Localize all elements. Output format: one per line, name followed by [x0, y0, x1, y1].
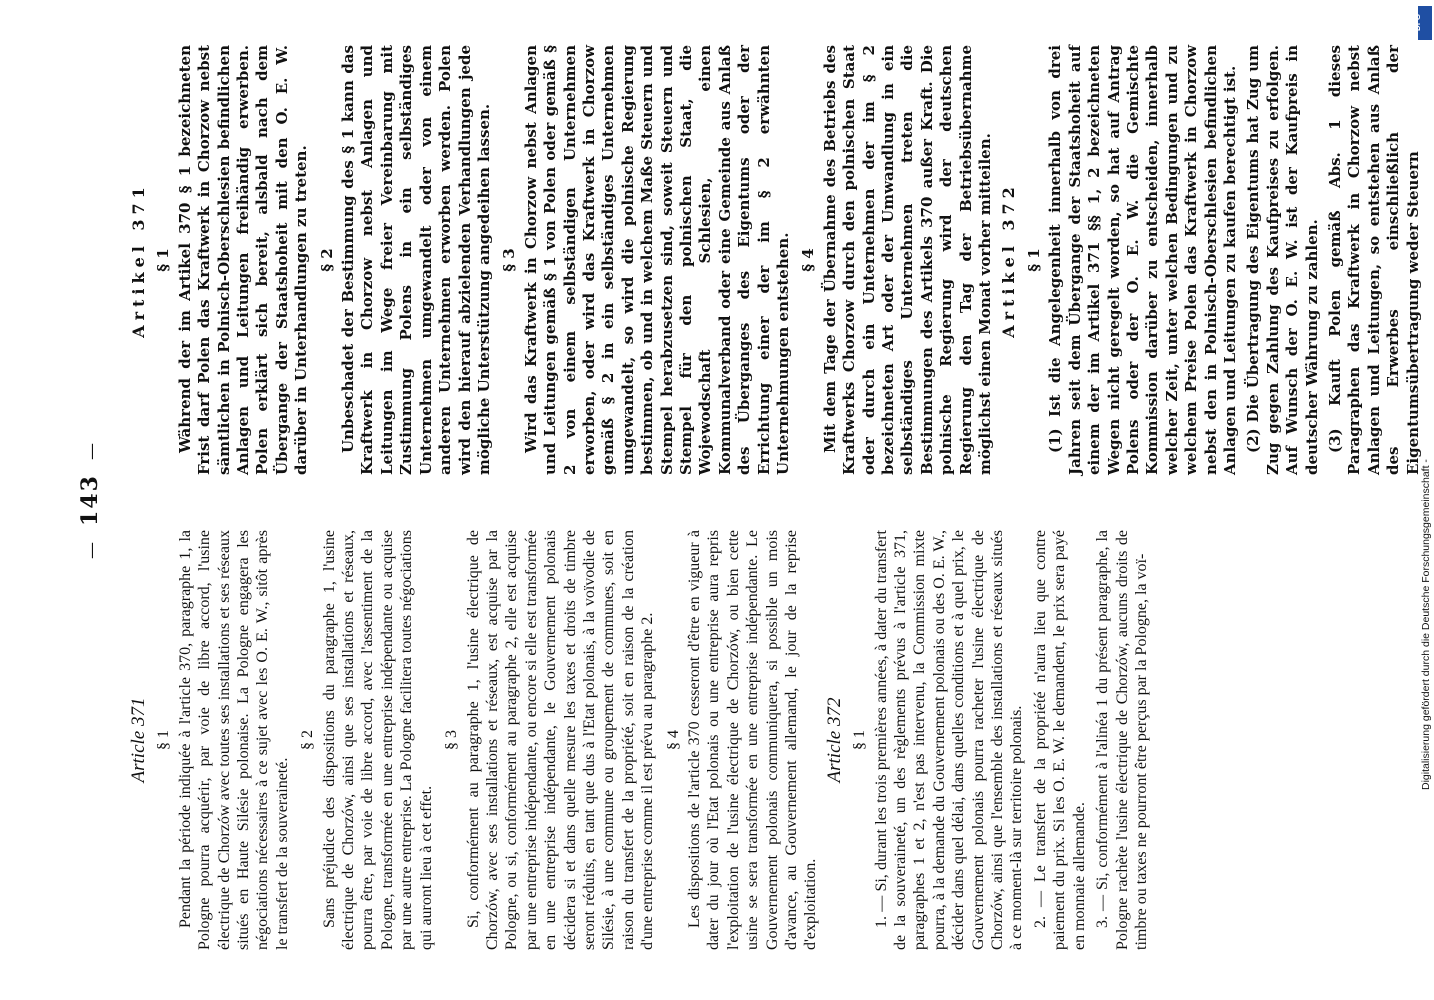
attribution-text: Digitalisierung gefördert durch die Deutsche Forschungsgemeinschaft -	[1420, 459, 1432, 790]
article-heading: Article 372	[823, 697, 845, 783]
paragraph: 3. — Si, conformément à l'alinéa 1 du présent paragraphe, la Pologne rachète l'usine électrique de Chorzów, aucuns droits de timbre ou taxes ne pourront être perçus par la Pologne, la voï-	[1094, 530, 1150, 950]
paragraph: Si, conformément au paragraphe 1, l'usine électrique de Chorzów, avec ses installations et réseaux, est acquise par la Pologne, ou si, conformément au paragraphe 2, elle est acquise par une entreprise indépendante, ou encore si elle est transformée en une entreprise indépendante, le Gouvernement polonais décidera si et dans quelle mesure les taxes et droits de timbre seront réduits, en tant que dus à l'Etat polonais, à la voïvodie de Silésie, à une commune ou groupement de communes, soit en raison du transfert de la propriété, soit en raison de la création d'une entreprise comme il est prévu au paragraphe 2.	[464, 530, 657, 950]
section-heading: § 1	[154, 248, 173, 272]
article-heading: Artikel 371	[129, 182, 148, 338]
section-heading: § 2	[317, 248, 336, 272]
section-heading: § 3	[443, 730, 461, 750]
section-heading: § 2	[299, 730, 317, 750]
paragraph: Wird das Kraftwerk in Chorzow nebst Anlagen und Leitungen gemäß § 1 von Polen oder gemäß § 2 von einem selbständigen Unternehmen erworben, oder wird das Kraftwerk in Chorzow gemäß § 2 in ein selbständiges Unternehmen umgewandelt, so wird die polnische Regierung bestimmen, ob und in welchem Maße Steuern und Stempel herabzusetzen sind, soweit Steuern und Stempel für den polnischen Staat, die Wojewodschaft Schlesien, einen Kommunalverband oder eine Gemeinde aus Anlaß des Überganges des Eigentums oder der Errichtung einer der im § 2 erwähnten Unternehmungen entstehen.	[521, 45, 792, 475]
french-column	[129, 530, 1155, 950]
section-heading: § 1	[155, 730, 173, 750]
paragraph: Sans préjudice des dispositions du paragraphe 1, l'usine électrique de Chorzów, ainsi que ses installations et réseaux, pourra être, par voie de libre accord, avec l'assentiment de la Pologne, transformée en une entreprise indépendante ou acquise par une autre entreprise. La Pologne facilitera toutes négociations qui auront lieu à cet effet.	[320, 530, 435, 950]
section-heading: § 4	[664, 730, 682, 750]
paragraph: 2. — Le transfert de la propriété n'aura lieu que contre paiement du prix. Si les O. E. W. le demandent, le prix sera payé en monnaie allemande.	[1031, 530, 1088, 950]
page-number-value: 143	[77, 474, 103, 526]
section-heading: § 1	[1024, 248, 1043, 272]
paragraph: Mit dem Tage der Übernahme des Betriebs des Kraftwerks Chorzow durch den polnischen Staat oder durch ein Unternehmen der im § 2 bezeichneten Art oder der Umwandlung in ein selbständiges Unternehmen treten die Bestimmungen des Artikels 370 außer Kraft. Die polnische Regierung wird der deutschen Regierung den Tag der Betriebsübernahme möglichst einen Monat vorher mitteilen.	[820, 45, 995, 475]
section-heading: § 4	[799, 248, 818, 272]
paragraph: Unbeschadet der Bestimmung des § 1 kann das Kraftwerk in Chorzow nebst Anlagen und Leitungen im Wege freier Vereinbarung mit Zustimmung Polens in ein selbständiges Unternehmen umgewandelt oder von einem anderen Unternehmen erworben werden. Polen wird den hierauf abzielenden Verhandlungen jede mögliche Unterstützung angedeihen lassen.	[339, 45, 493, 475]
article-heading: Artikel 372	[999, 182, 1019, 338]
paragraph: (1) Ist die Angelegenheit innerhalb von drei Jahren seit dem Übergange der Staatshoheit auf einem der im Artikel 371 §§ 1, 2 bezeichneten Wegen nicht geregelt worden, so hat auf Antrag Polens oder der O. E. W. die Gemischte Kommission darüber zu entscheiden, innerhalb welcher Zeit, unter welchen Bedingungen und zu welchem Preise Polen das Kraftwerk in Chorzow nebst den in Polnisch-Oberschlesien befindlichen Anlagen und Leitungen zu kaufen berechtigt ist.	[1046, 45, 1239, 475]
section-heading: § 1	[851, 730, 869, 750]
paragraph: (3) Kauft Polen gemäß Abs. 1 dieses Paragraphen das Kraftwerk in Chorzow nebst Anlagen und Leitungen, so entstehen aus Anlaß des Erwerbes einschließlich der Eigentumsübertragung weder Steuern	[1325, 45, 1422, 475]
paragraph: Während der im Artikel 370 § 1 bezeichneten Frist darf Polen das Kraftwerk in Chorzow nebst sämtlichen in Polnisch-Oberschlesien befindlichen Anlagen und Leitungen freihändig erwerben. Polen erklärt sich bereit, alsbald nach dem Übergange der Staatshoheit mit den O. E. W. darüber in Unterhandlungen zu treten.	[175, 45, 311, 475]
paragraph: Les dispositions de l'article 370 cesseront d'être en vigueur à dater du jour où l'Etat polonais ou une entreprise aura repris l'exploitation de l'usine électrique de Chorzów, ou bien cette usine se sera transformée en une entreprise indépendante. Le Gouvernement polonais communiquera, si possible un mois d'avance, au Gouvernement allemand, le jour de la reprise d'exploitation.	[685, 530, 820, 950]
german-column	[129, 45, 1427, 475]
paragraph: 1. — Si, durant les trois premières années, à dater du transfert de la souveraineté, un des règlements prévus à l'article 371, paragraphes 1 et 2, n'est pas intervenu, la Commission mixte pourra, à la demande du Gouvernement polonais ou des O. E. W., décider dans quel délai, dans quelles conditions et à quel prix, le Gouvernement polonais pourra racheter l'usine électrique de Chorzów, ainsi que l'ensemble des installations et réseaux situés à ce moment-là sur territoire polonais.	[872, 530, 1026, 950]
page-number: —143—	[77, 441, 103, 559]
attribution-strip	[1417, 6, 1433, 996]
dfg-logo: DFG	[1418, 6, 1432, 40]
paragraph: (2) Die Übertragung des Eigentums hat Zug um Zug gegen Zahlung des Kaufpreises zu erfolgen. Auf Wunsch der O. E. W. ist der Kaufpreis in deutscher Währung zu zahlen.	[1244, 45, 1321, 475]
section-heading: § 3	[500, 248, 519, 272]
paragraph: Pendant la période indiquée à l'article 370, paragraphe 1, la Pologne pourra acquérir, par voie de libre accord, l'usine électrique de Chorzów avec toutes ses installations et ses réseaux situés en Haute Silésie polonaise. La Pologne engagera les négociations nécessaires à ce sujet avec les O. E. W., sitôt après le transfert de la souveraineté.	[176, 530, 291, 950]
article-heading: Article 371	[128, 697, 149, 783]
